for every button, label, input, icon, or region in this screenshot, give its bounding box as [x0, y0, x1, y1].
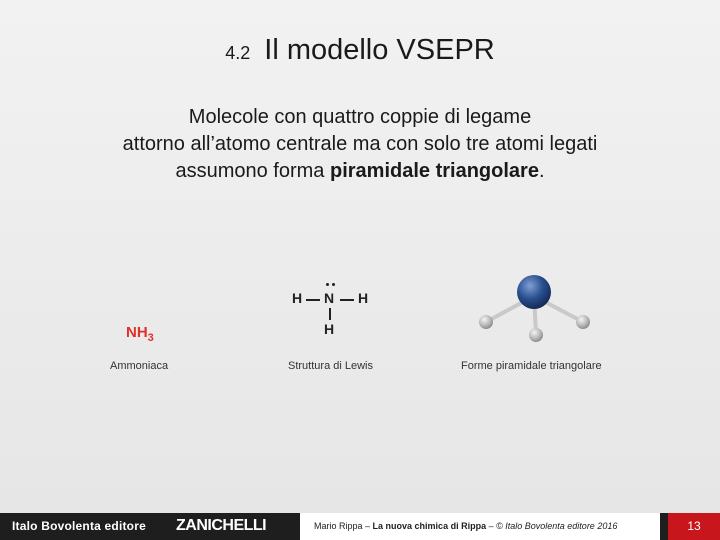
lewis-bond-right	[340, 299, 354, 301]
description-highlight: piramidale triangolare	[329, 160, 539, 182]
lewis-atom-h-left: H	[292, 290, 303, 306]
hydrogen-atom-right	[576, 315, 590, 329]
caption-molecule: Ammoniaca	[110, 360, 169, 372]
credit-author: Mario Rippa –	[314, 521, 371, 531]
description-line-3	[20, 158, 700, 185]
lewis-atom-h-bottom: H	[324, 321, 335, 337]
trigonal-pyramidal-model	[470, 268, 610, 348]
slide-title	[0, 34, 720, 67]
lewis-bond-down	[329, 308, 331, 320]
caption-model: Forme piramidale triangolare	[461, 360, 602, 372]
page-number-badge: 13	[668, 513, 720, 540]
credit-dash: –	[488, 521, 494, 531]
section-number: 4.2	[225, 43, 251, 63]
lewis-atom-n: N	[324, 290, 335, 306]
lewis-bond-left	[306, 299, 320, 301]
lewis-structure	[286, 280, 376, 340]
lone-pair-dot	[332, 283, 335, 286]
description-text	[20, 104, 700, 185]
molecule-formula	[126, 324, 154, 344]
description-line-1: Molecole con quattro coppie di legame	[188, 106, 532, 128]
lone-pair-dot	[326, 283, 329, 286]
footer-bar	[0, 513, 720, 540]
publisher-logo-bovolenta: Italo Bovolenta editore	[12, 519, 146, 533]
hydrogen-atom-bottom	[529, 328, 543, 342]
lewis-atom-h-right: H	[358, 290, 369, 306]
formula-subscript: 3	[147, 332, 154, 344]
credit-book-title: La nuova chimica di Rippa	[372, 521, 487, 531]
page-title: Il modello VSEPR	[264, 34, 495, 66]
hydrogen-atom-left	[479, 315, 493, 329]
nitrogen-atom	[517, 275, 551, 309]
description-line-3-prefix: assumono forma	[175, 160, 330, 182]
description-line-3-suffix: .	[538, 160, 545, 182]
formula-main: NH	[126, 324, 148, 341]
credit-copyright: © Italo Bovolenta editore 2016	[496, 521, 618, 531]
footer-credit	[300, 513, 660, 540]
caption-lewis: Struttura di Lewis	[288, 360, 373, 372]
description-line-2: attorno all’atomo centrale ma con solo tre atomi legati	[122, 133, 598, 155]
publisher-logo-zanichelli: ZANICHELLI	[176, 517, 267, 534]
